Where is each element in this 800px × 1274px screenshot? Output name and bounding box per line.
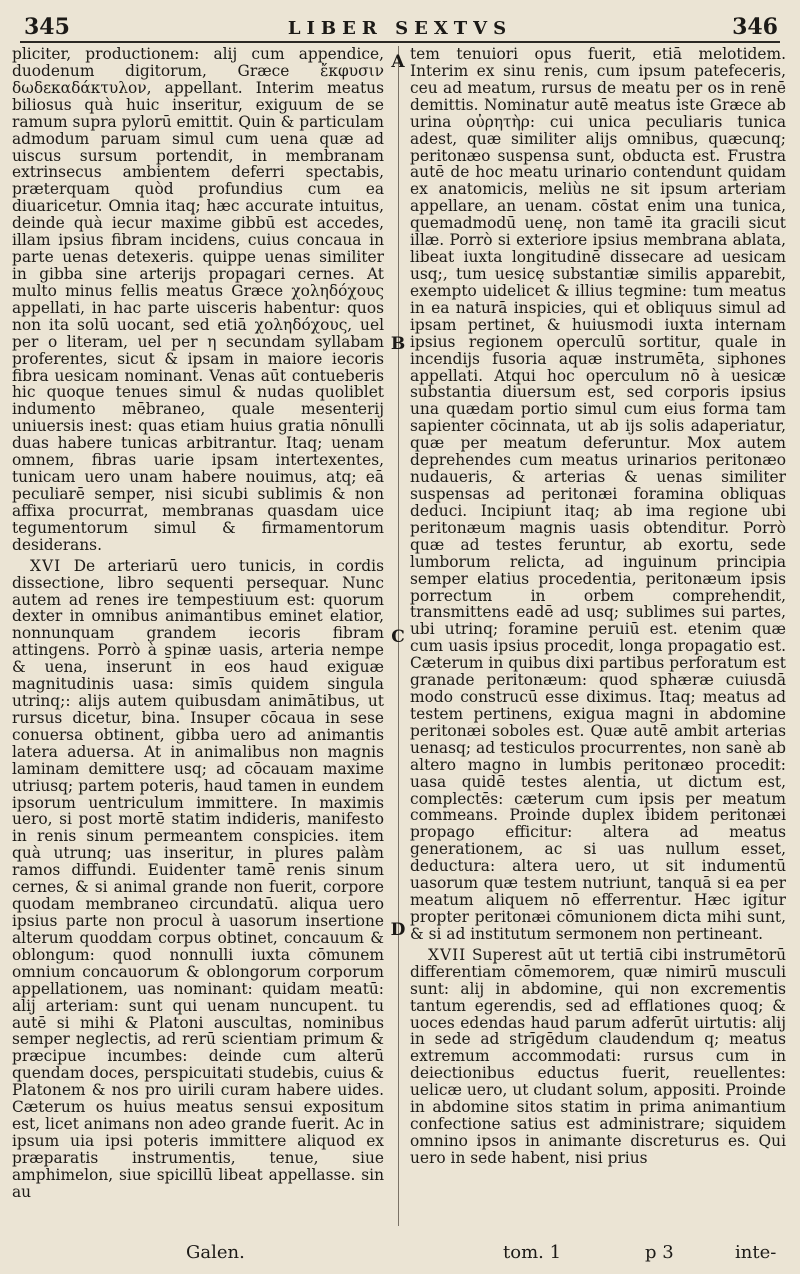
right-paragraph-2-text: Superest aūt ut tertiā cibi instrumētorū differentiam cōmemorem, quæ nimirū musculi sunt: alij in abdomine, qui non excrementis tantum egerendis, sed ad efflationes quoq; & uoces edendas haud parum adferūt uirtutis: alij in sede ad strīgēdum claudendum q; meatus extremum accommodati: rursus cum in deiectionibus eductus fuerit, reuellentes: uelicæ uero, ut cludant solum, appositi. Proinde in abdomine sitos statim in prima animantium confectione satius est administrare; siquidem omnino ipsos in animante discreturus es. Qui uero in sede habent, nisi prius: [410, 945, 786, 1167]
left-column: [12, 46, 384, 1201]
header-rule: [20, 41, 780, 43]
margin-marker-d: D: [390, 920, 406, 940]
footer-signature-left: Galen.: [186, 1242, 245, 1263]
footer-signature-mark: p 3: [645, 1242, 674, 1263]
footer-catchword: inte-: [735, 1242, 777, 1263]
left-paragraph-2: [12, 558, 384, 1201]
margin-marker-b: B: [390, 334, 406, 354]
page-number-right: 346: [732, 14, 778, 40]
left-paragraph-2-text: De arteriarū uero tunicis, in cordis dissectione, libro sequenti persequar. Nunc autem ad renes ire tempestiuum est: quorum dexter in omnibus animantibus eminet elatior, nonnunquam grandem iecoris fibram attingens. Porrò à spinæ uasis, arteria nempe & uena, inserunt̄ in eos haud exiguæ magnitudinis uasa: simīs quidem singula utrinq;: alijs autem quibusdam animātibus, ut rursus dicetur, bina. Insuper cōcaua in sese conuersa obtinent, gibba uero ad animantis latera aduersa. At in animalibus non magnis laminam demittere usq; ad cōcauam maxime utriusq; partem poteris, haud tamen in eundem ipsorum uentriculum immittere. In maximis uero, si post mortē statim indideris, manifesto in renis sinum permeantem conspicies. item quà utrunq; uas inseritur, in plures palàm ramos diffundi. Euidenter tamē renis sinum cernes, & si animal grande non fuerit, corpore quodam membraneo circundatū. aliqua uero ipsius parte non procul à uasorum insertione alterum quoddam corpus obtinet, concauum & oblongum: quod nonnulli iuxta cōmunem omnium concauorum & oblongorum corporum appellationem, uas nominant: quidam meatū: alij arteriam: sunt qui uenam nuncupent. tu autē si mihi & Platoni auscultas, nominibus semper neglectis, ad rerū scientiam primum & præcipue incumbes: deinde cum alterū quendam doces, perspicuitati studebis, cuius & Platonem & nos pro uirili curam habere uides. Cæterum os huius meatus sensui expositum est, licet animans non adeo grande fuerit. Ac in ipsum uia ipsi poteris immittere aliquod ex præparatis instrumentis, tenue, siue amphimelon, siue spicillū libeat appellasse. sin au: [12, 556, 384, 1201]
running-title: LIBER SEXTVS: [287, 18, 513, 39]
page-header: [20, 8, 780, 44]
left-paragraph-1: pliciter, productionem: alij cum appendice, duodenum digitorum, Græce ἔκφυσιν δωδεκαδάκτυλον, appellant. Interim meatus biliosus quà huic inseritur, exiguum de se ramum supra pylorū emittit. Quin & particulam admodum paruam simul cum uena quæ ad uiscus sursum portendit, in membranam extrinsecus ambientem deferri spectabis, præterquam quòd profundius cum ea diuaricetur. Omnia itaq; hæc accurate intuitus, deinde quà iecur maxime gibbū est accedes, illam ipsius fibram incidens, cuius concaua in parte uenas detexeris. quippe uenas similiter in gibba sine arterijs propagari cernes. At multo minus fellis meatus Græce χοληδόχους appellati, in hac parte uisceris habentur: quos non ita solū uocant, sed etiā χοληδόχους, uel per ο literam, uel per η secundam syllabam proferentes, sicut & ipsam in maiore iecoris fibra uesicam nominant. Venas aūt contueberis hic quoque tenues simul & nudas quoliblet indumento mēbraneo, quale mesenterij uniuersis inest: quas etiam huius gratia nōnulli duas habere tunicas arbitrantur. Itaq; uenam omnem, fibras uarie ipsam intertexentes, tunicam uero unam habere nouimus, atq; eā peculiarē semper, nisi sicubi sublimis & non affixa procurrat, membranas quasdam uice tegumentorum simul & firmamentorum desiderans.: [12, 45, 384, 554]
footer-volume: tom. 1: [503, 1242, 562, 1263]
page-number-left: 345: [24, 14, 70, 40]
section-number-xvii: XVII: [428, 945, 467, 964]
right-paragraph-2: [410, 947, 786, 1167]
margin-marker-c: C: [391, 627, 405, 647]
section-number-xvi: XVI: [30, 556, 62, 575]
right-column: [410, 46, 786, 1167]
margin-marker-a: A: [391, 52, 405, 72]
right-paragraph-1: tem tenuiori opus fuerit, etiā melotidem. Interim ex sinu renis, cum ipsum patefeceris, ceu ad meatum, rursus de meatu per os in renē demittis. Nominatur autē meatus iste Græce ab urina οὐρητὴρ: cui unica peculiaris tunica adest, quæ similiter alijs omnibus, quæcunq; peritonæo suspensa sunt, obducta est. Frustra autē de hoc meatu urinario contendunt quidam ex anatomicis, meliùs ne sit ipsum arteriam appellare, an uenam. cōstat enim una tunica, quemadmodū uenę, non tamē ita gracili sicut illæ. Porrò si exteriore ipsius membrana ablata, libeat iuxta longitudinē dissecare ad uesicam usq;, tum uesicę substantiæ similis apparebit, exempto uidelicet & illius tegmine: tum meatus in ea naturā inspicies, qui et obliquus simul ad ipsam pertinet, & huiusmodi iuxta internam ipsius regionem operculū sortitur, quale in incendijs fusoria aquæ instrumēta, siphones appellati. Atqui hoc operculum nō à uesicæ substantia diuersum est, sed corporis ipsius una quædam portio simul cum eius forma tam sapienter cōcinnata, ut ab ijs solis adaperiatur, quæ per meatum deferuntur. Mox autem deprehendes cum meatus urinarios peritonæo nudaueris, & arterias & uenas similiter suspensas ad peritonæi foramina obliquas deduci. Incipiunt itaq; ab ima regione ubi peritonæum magnis uasis obtenditur. Porrò quæ ad testes feruntur, ab exortu, sede lumborum relicta, ad inguinum principia semper elatius procedentia, peritonæum ipsis porrectum in orbem comprehendit, transmittens eadē ad usq; sublimes sui partes, ubi utrinq; foramine peruiū est. etenim quæ cum uasis ipsius procedit, longa propagatio est. Cæterum in quibus dixi partibus perforatum est granade peritonæum: quod sphæræ cuiusdā modo construcū esse diximus. Itaq; meatus ad testem pertinens, exigua magni in abdomine peritonæi soboles est. Quæ autē ambit arterias uenasq; ad testiculos procurrentes, non sanè ab altero magno in lumbis peritonæo procedit: uasa quidē testes alentia, ut dictum est, complectēs: cæterum cum ipsis per meatum commeans. Proinde duplex ibidem peritonæi propago efficitur: altera ad meatus generationem, ac si uas nullum esset, deductura: altera uero, ut sit indumentū uasorum quæ testem nutriunt, tanquā si ea per meatum aliquem nō efferrentur. Hæc igitur propter peritonæi cōmunionem dicta mihi sunt, & si ad institutum sermonem non pertineant.: [410, 45, 786, 943]
